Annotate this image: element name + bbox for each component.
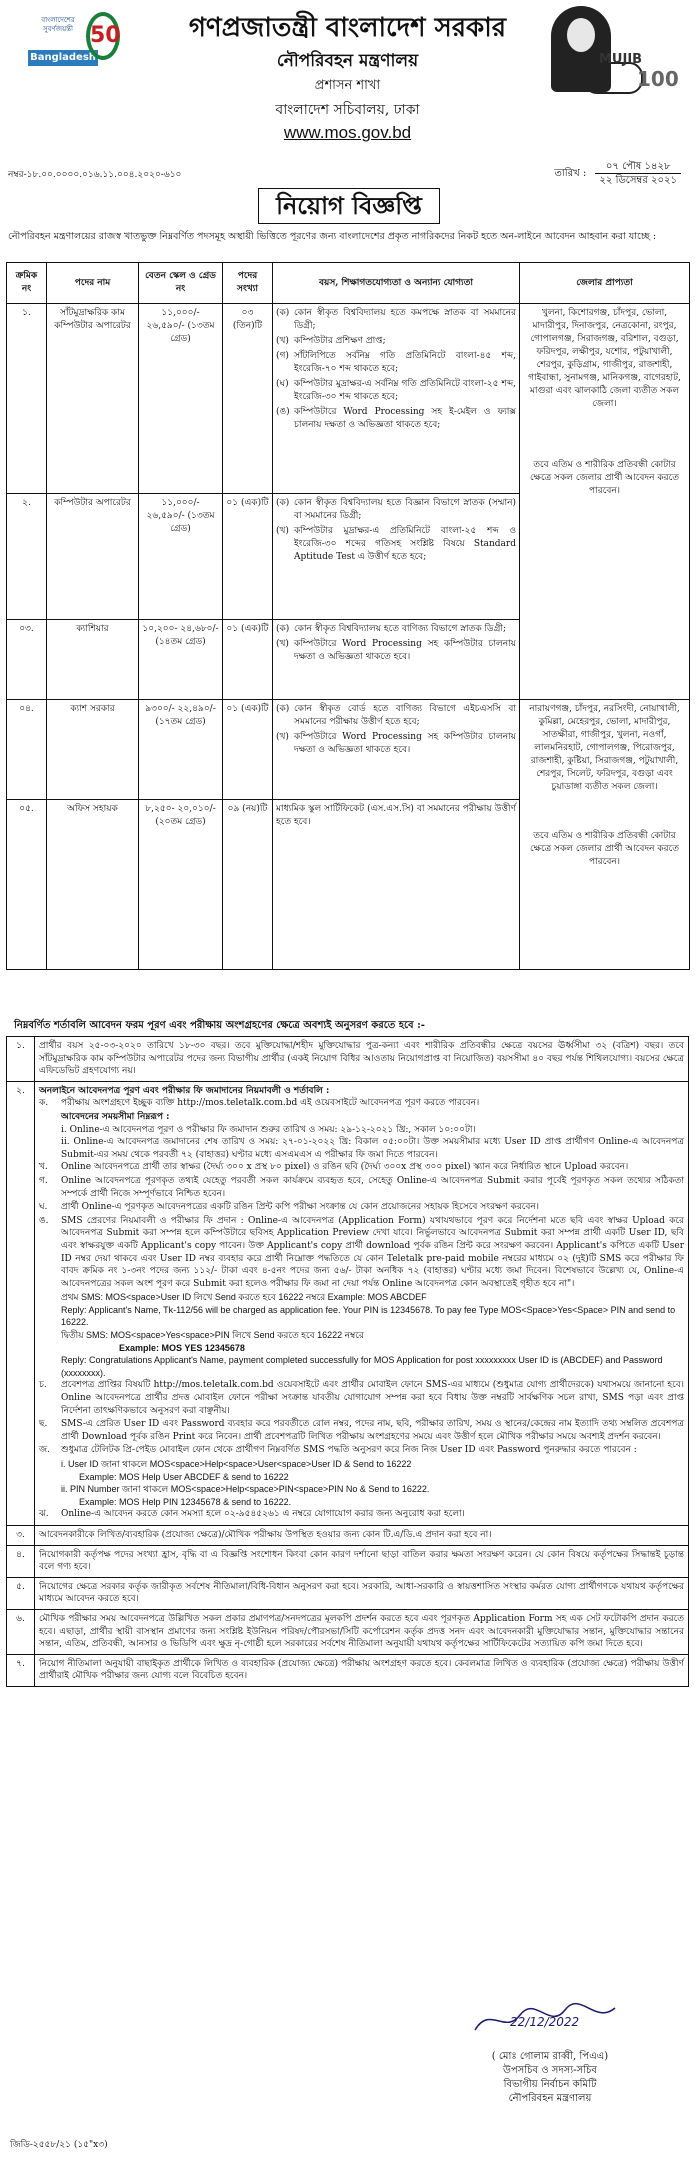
sms-fee-instruction: SMS প্রেরণের নিয়মাবলী ও পরীক্ষার ফি প্রদান : Online-এ আবেদনপত্র (Application Form) যথাযথভাবে পূরণ করে নির্দেশনা মতে ছবি এবং স্বাক্ষর Upload করে আবেদনপত্র Submit করা সম্পন্ন হলে কম্পিউটারে ছবিসহ Application Preview দেখা যাবে। নির্ভুলভাবে আবেদনপত্র Submit করা সম্পন্ন প্রার্থী একটি User ID, ছবি এবং স্বাক্ষরযুক্ত একটি Applicant's copy পাবেন। উক্ত Applicant's copy প্রার্থী download পূর্বক রঙিন প্রিন্ট করে সংরক্ষণ করবেন। Applicant's কপিতে একটি User ID নম্বর দেয়া থাকবে এবং User ID নম্বর ব্যবহার করে প্রার্থী নিম্নোক্ত পদ্ধতিতে যে কোন Teletalk pre-paid mobile নম্বরের মাধ্যমে ০২ (দুই)টি SMS করে পরীক্ষার ফি বাবদ ক্রমিক নং ১-৩নং পদের জন্য ১১২/- টাকা এবং ৪-৫নং পদের জন্য ৫৬/- টাকা অনধিক ৭২ (বাহাত্তর) ঘণ্টার মধ্যে জমা দিবেন। বিশেষভাবে উল্লেখ্য যে, Online-এ আবেদনপত্রের সকল অংশ পূরণ করে Submit করা হলেও পরীক্ষার ফি জমা না দেয়া পর্যন্ত Online আবেদনপত্র কোন অবস্থাতেই গৃহীত হবে না"। bbox=[61, 1215, 684, 1289]
logo-number: 50 bbox=[86, 12, 120, 60]
condition-row bbox=[7, 1037, 689, 1082]
row-count: ০১ (এক)টি bbox=[223, 700, 273, 800]
row-serial: ১. bbox=[7, 304, 47, 494]
sms-reply-first: Reply: Applicant's Name, Tk-112/56 will be charged as application fee. Your PIN is 12345678. To pay fee Type MOS<Space>Yes<Space> PIN and send to 16222. bbox=[61, 1304, 676, 1328]
schedule-end: ii. Online-এ আবেদনপত্র জমাদানের শেষ তারিখ ও সময়: ২৭-০১-২০২২ খ্রি: বিকাল ০৫:০০টা। উক্ত সময়সীমার মধ্যে User ID প্রাপ্ত প্রার্থীগণ Online-এ আবেদনপত্র Submit-এর সময় থেকে পরবর্তী ৭২ (বাহাত্তর) ঘণ্টার মধ্যে এসএমএস এ পরীক্ষার ফি জমা দিতে পারবেন। bbox=[61, 1137, 684, 1160]
condition-text: নিয়োগ নীতিমালা অনুযায়ী বাছাইকৃত প্রার্থীকে লিখিত ও ব্যবহারিক (প্রযোজ্য ক্ষেত্রে) পরীক্ষায় অংশগ্রহণ করতে হবে। কেবলমাত্র লিখিত ও ব্যবহারিক (প্রযোজ্য ক্ষেত্রে) পরীক্ষায় উত্তীর্ণ প্রার্থীরাই মৌখিক পরীক্ষার জন্য যোগ্য বলে বিবেচিত হবেন। bbox=[35, 1654, 689, 1686]
condition-row bbox=[7, 1654, 689, 1686]
date-bangla: ০৭ পৌষ ১৪২৮ bbox=[595, 160, 681, 174]
condition-serial: ২. bbox=[7, 1081, 35, 1525]
verify-instruction: Online আবেদনপত্রে পূরণকৃত তথ্যই যেহেতু পরবর্তী সকল কার্যক্রমে ব্যবহৃত হবে, সেহেতু Online-এ আবেদনপত্র Submit করার পূর্বেই পূরণকৃত সকল তথ্যের সঠিকতা সম্পর্কে প্রার্থী নিজে সম্পূর্ণভাবে নিশ্চিত হবেন। bbox=[61, 1175, 684, 1199]
recovery-pin: ii. PIN Number জানা থাকলে MOS<space>Help<space>PIN<space>PIN No & Send to 16222. bbox=[61, 1484, 430, 1495]
district-note-b: তবে এতিম ও শারীরিক প্রতিবন্ধী কোটার ক্ষেত্রে সকল জেলার প্রার্থী আবেদন করতে পারবেন। bbox=[530, 831, 679, 867]
district-list-a: খুলনা, কিশোরগঞ্জ, চাঁদপুর, ভোলা, মাদারীপুর, দিনাজপুর, নেত্রকোনা, রংপুর, গোপালগঞ্জ, সিরাজগঞ্জ, বরিশাল, বগুড়া, ফরিদপুর, লক্ষীপুর, যশোর, পটুয়াখালী, শেরপুর, কুড়িগ্রাম, গাজীপুর, রাজশাহী, গাইবান্ধা, সুনামগঞ্জ, মানিকগঞ্জ, বাগেরহাট, মাগুরা এবং ঝালকাঠি জেলা ব্যতীত সকল জেলা। bbox=[528, 308, 681, 409]
condition-serial: ৩. bbox=[7, 1525, 35, 1545]
print-instruction: প্রার্থী Online-এ পূরণকৃত আবেদনপত্রের একটি রঙিন প্রিন্ট কপি পরীক্ষা সংক্রান্ত যে কোন প্রয়োজনের সহায়ক হিসেবে সংরক্ষণ করবেন। bbox=[61, 1202, 540, 1213]
row-qualifications: (ক) কোন স্বীকৃত বিশ্ববিদ্যালয় হতে বিজ্ঞান বিভাগে স্নাতক (সম্মান) বা সমমানের ডিগ্রী; (খ) কম্পিউটার মুদ্রাক্ষর-এ প্রতিমিনিটে বাংলা-২৫ শব্দ ও ইংরেজি-৩০ শব্দের গতিসহ সংশ্লিষ্ট বিষয়ে Standard Aptitude Test এ উত্তীর্ণ হতে হবে; bbox=[273, 494, 520, 620]
government-title: গণপ্রজাতন্ত্রী বাংলাদেশ সরকার bbox=[188, 13, 507, 43]
recovery-pin-example: Example: MOS Help PIN 12345678 & send to 16222. bbox=[79, 1496, 292, 1507]
condition-serial: ৪. bbox=[7, 1545, 35, 1577]
row-qualifications: (ক) কোন স্বীকৃত বোর্ড হতে বাণিজ্য বিভাগে এইচএসসি বা সমমানের পরীক্ষায় উত্তীর্ণ হতে হবে; (খ) কম্পিউটারে Word Processing সহ কম্পিউটার চালনায় দক্ষতা ও অভিজ্ঞতা থাকতে হবে। bbox=[273, 700, 520, 800]
signatory-committee: বিভাগীয় নির্বাচন কমিটি bbox=[503, 2079, 597, 2090]
row-count: ০১ (এক)টি bbox=[223, 494, 273, 620]
apply-website-text: পরীক্ষায় অংশগ্রহণে ইচ্ছুক ব্যক্তি http://mos.teletalk.com.bd এই ওয়েবসাইটে আবেদনপত্র পূরণ করতে পারবেন। bbox=[61, 1098, 480, 1109]
logo-100-text: 100 bbox=[637, 67, 679, 91]
col-district: জেলার প্রাপ্যতা bbox=[520, 263, 690, 304]
row-scale: ১১,০০০/- ২৬,৫৯০/- (১৩তম গ্রেড) bbox=[139, 494, 223, 620]
website-link[interactable]: www.mos.gov.bd bbox=[283, 123, 412, 142]
row-scale: ১১,০০০/- ২৬,৫৯০/- (১৩তম গ্রেড) bbox=[139, 304, 223, 494]
sms-second: দ্বিতীয় SMS: MOS<space>Yes<space>PIN লিখে Send করতে হবে 16222 নম্বরে bbox=[61, 1330, 364, 1341]
sms-reply-second: Reply: Congratulations Applicant's Name, payment completed successfully for MOS Application for post xxxxxxxxx User ID is (ABCDEF) and Password (xxxxxxxx). bbox=[61, 1355, 663, 1378]
branch-name: প্রশাসন শাখা bbox=[314, 78, 381, 93]
condition-serial: ১. bbox=[7, 1037, 35, 1082]
recovery-userid-example: Example: MOS Help User ABCDEF & send to 16222 bbox=[79, 1471, 289, 1482]
helpline-text: Online-এ আবেদন করতে কোন সমস্যা হলে ০২-৯৫৪৫২৬১ এ নম্বরে যোগাযোগ করার জন্য অনুরোধ করা হলো। bbox=[61, 1509, 465, 1520]
row-serial: ০৫. bbox=[7, 800, 47, 970]
schedule-start: i. Online-এ আবেদনপত্র পূরণ ও পরীক্ষার ফি জমাদান শুরুর তারিখ ও সময়: ২৯-১২-২০২১ খ্রি:, সকাল ১০:০০টা। bbox=[61, 1124, 476, 1135]
row-count: ০৯ (নয়)টি bbox=[223, 800, 273, 970]
condition-text: প্রার্থীর বয়স ২৫-০৩-২০২০ তারিখে ১৮-৩০ বছর। তবে মুক্তিযোদ্ধা/শহীদ মুক্তিযোদ্ধার পুত্র-কন্যা এবং শারীরিক প্রতিবন্ধীর ক্ষেত্রে বয়সের ঊর্ধ্বসীমা ৩২ (বত্রিশ) বছর। তবে সাঁটমুদ্রাক্ষরিক কাম কম্পিউটার অপারেটর পদের জন্য বিভাগীয় প্রার্থীর (একই নিয়োগ বিধির আওতায় নিয়োগপ্রাপ্ত বা নিয়োজিত) বয়সসীমা ৪০ বছর পর্যন্ত শিথিলযোগ্য। বয়সের ক্ষেত্রে এফিডেভিট গ্রহণযোগ্য নয়। bbox=[35, 1037, 689, 1082]
schedule-heading: আবেদনের সময়সীমা নিম্নরূপ : bbox=[61, 1111, 170, 1122]
memo-number: নম্বর-১৮.০০.০০০০.০১৬.১১.০০৪.২০২০-৬১০ bbox=[8, 170, 182, 180]
row-post: ক্যাশ সরকার bbox=[47, 700, 139, 800]
sms-example: Example: MOS YES 12345678 bbox=[119, 1342, 245, 1353]
address: বাংলাদেশ সচিবালয়, ঢাকা bbox=[275, 102, 420, 118]
signature-scribble bbox=[470, 2000, 620, 2040]
row-serial: ০৩. bbox=[7, 620, 47, 700]
ministry-name: নৌপরিবহন মন্ত্রণালয় bbox=[276, 51, 419, 71]
condition-serial: ৭. bbox=[7, 1654, 35, 1686]
issue-date bbox=[554, 160, 681, 187]
intro-text: নৌপরিবহন মন্ত্রণালয়ের রাজস্ব খাতভুক্ত নিম্নবর্ণিত পদসমূহ অস্থায়ী ভিত্তিতে পূরণের জন্য বাংলাদেশের প্রকৃত নাগরিকদের নিকট হতে অন-লাইনে আবেদন আহবান করা যাচ্ছে : bbox=[8, 231, 657, 242]
condition-serial: ৬. bbox=[7, 1609, 35, 1654]
download-admit-instruction: SMS-এ প্রেরিত User ID এবং Password ব্যবহার করে পরবর্তীতে রোল নম্বর, পদের নাম, ছবি, পরীক্ষার তারিখ, সময় ও স্থানের/কেন্দ্রের নাম ইত্যাদি তথ্য সম্বলিত প্রবেশপত্র প্রার্থী Download পূর্বক রঙিন Print করে নিবেন। প্রার্থী প্রবেশপত্রটি লিখিত পরীক্ষায় অংশগ্রহণের সময়ে এবং উত্তীর্ণ হলে মৌখিক পরীক্ষার সময়ে অবশ্যই প্রদর্শন করবেন। bbox=[61, 1419, 684, 1442]
col-qualification: বয়স, শিক্ষাগতযোগ্যতা ও অন্যান্য যোগ্যতা bbox=[273, 263, 520, 304]
row-scale: ৯৩০০/- ২২,৪৯০/- (১৭তম গ্রেড) bbox=[139, 700, 223, 800]
table-row bbox=[7, 304, 690, 494]
district-list-b: নারায়ণগঞ্জ, চাঁদপুর, নরসিংদী, নোয়াখালী, কুমিল্লা, মেহেরপুর, ভোলা, মাদারীপুর, সাতক্ষীরা, গাজীপুর, খুলনা, নওগাঁ, লালমনিরহাট, গোপালগঞ্জ, পিরোজপুর, রাজশাহী, কুষ্টিয়া, সিরাজগঞ্জ, পটুয়াখালী, শেরপুর, সিলেট, ফরিদপুর, বগুড়া এবং চুয়াডাঙ্গা ব্যতীত সকল জেলা। bbox=[529, 704, 680, 792]
col-scale: বেতন স্কেল ও গ্রেড নং bbox=[139, 263, 223, 304]
condition-text: মৌখিক পরীক্ষার সময় আবেদনপত্রে উল্লিখিত সকল প্রকার প্রমাণপত্র/সনদপত্রের মূলকপি প্রদর্শন করতে হবে এবং পূরণকৃত Application Form সহ এক সেট ফটোকপি প্রদান করতে হবে। এছাড়া, প্রার্থীর স্থায়ী বাসস্থান প্রমাণের জন্য সংশ্লিষ্ট ইউনিয়ন পরিষদ/পৌরসভা/সিটি কর্পোরেশন কর্তৃক প্রদত্ত সনদ এবং আবেদনকারী মুক্তিযোদ্ধার সন্তান, মুক্তিযোদ্ধার সন্তানের সন্তান, এতিম, প্রতিবন্ধী, আনসার ও ভিডিপি এবং ক্ষুদ্র নৃ-গোষ্ঠী হলে সরকারের সর্বশেষ নীতিমালা অনুযায়ী যথাযথ কর্তৃপক্ষের সার্টিফিকেটের সত্যায়িত কপি জমা দিতে হবে। bbox=[35, 1609, 689, 1654]
condition-row bbox=[7, 1577, 689, 1609]
row-post: ক্যাশিয়ার bbox=[47, 620, 139, 700]
signatory-name: ( মোঃ গোলাম রাব্বী, পিএএ) bbox=[491, 2051, 609, 2062]
row-post: অফিস সহায়ক bbox=[47, 800, 139, 970]
district-note-a: তবে এতিম ও শারীরিক প্রতিবন্ধী কোটার ক্ষেত্রে সকল জেলার প্রার্থী আবেদন করতে পারবেন। bbox=[530, 460, 679, 496]
date-label: তারিখ : bbox=[554, 168, 587, 179]
condition-text: নিয়োগের ক্ষেত্রে সরকার কর্তৃক জারীকৃত সর্বশেষ নীতিমালা/বিধি-বিধান অনুসরণ করা হবে। সরকারি, আধা-সরকারি ও স্বায়ত্তশাসিত সংস্থার কর্মরত যোগ্য প্রার্থীগণকে যথাযথ কর্তৃপক্ষের মাধ্যমে আবেদন করতে হবে। bbox=[35, 1577, 689, 1609]
district-availability-b bbox=[520, 700, 690, 970]
row-count: ০৩ (তিন)টি bbox=[223, 304, 273, 494]
row-post: কম্পিউটার অপারেটর bbox=[47, 494, 139, 620]
signatory-ministry: নৌপরিবহন মন্ত্রণালয় bbox=[508, 2093, 592, 2104]
col-post: পদের নাম bbox=[47, 263, 139, 304]
col-serial: ক্রমিক নং bbox=[7, 263, 47, 304]
row-qualifications: (ক) কোন স্বীকৃত বিশ্ববিদ্যালয় হতে বাণিজ্য বিভাগে স্নাতক ডিগ্রী; (খ) কম্পিউটারে Word Processing সহ কম্পিউটার চালনায় দক্ষতা ও অভিজ্ঞতা থাকতে হবে। bbox=[273, 620, 520, 700]
logo-mujib-text: MUJIB bbox=[599, 52, 643, 67]
condition-row bbox=[7, 1525, 689, 1545]
row-serial: ০৪. bbox=[7, 700, 47, 800]
district-availability-a bbox=[520, 304, 690, 700]
table-header-row bbox=[7, 263, 690, 304]
condition-text: আবেদনকারীকে লিখিত/ব্যবহারিক (প্রযোজ্য ক্ষেত্রে)/মৌখিক পরীক্ষায় উপস্থিত হওয়ার জন্য কোন টি.এ/ডি.এ প্রদান করা হবে না। bbox=[35, 1525, 689, 1545]
condition-serial: ৫. bbox=[7, 1577, 35, 1609]
row-qualifications: (ক) কোন স্বীকৃত বিশ্ববিদ্যালয় হতে কমপক্ষে স্নাতক বা সমমানের ডিগ্রী; (খ) কম্পিউটার প্রশিক্ষণ প্রাপ্ত; (গ) সাঁটলিপিতে সর্বনিম্ন গতি প্রতিমিনিটে বাংলা-৪৫ শব্দ, ইংরেজি-৭০ শব্দ থাকতে হবে; (ঘ) কম্পিউটার মুদ্রাক্ষর-এ সর্বনিম্ন গতি প্রতিমিনিটে বাংলা-২৫ শব্দ, ইংরেজি-৩০ শব্দ থাকতে হবে; (ঙ) কম্পিউটারে Word Processing সহ ই-মেইল ও ফ্যাক্স চালনায় দক্ষতা ও অভিজ্ঞতা থাকতে হবে; bbox=[273, 304, 520, 494]
condition-text: নিয়োগকারী কর্তৃপক্ষ পদের সংখ্যা হ্রাস, বৃদ্ধি বা এ বিজ্ঞপ্তি সংশোধন কিংবা কোন কারণ দর্শানো ছাড়া বাতিল করার ক্ষমতা সংরক্ষণ করেন। যে কোন বিষয়ে কর্তৃপক্ষের সিদ্ধান্তই চূড়ান্ত বলে গণ্য হবে। bbox=[35, 1545, 689, 1577]
mujib-centenary-logo bbox=[537, 6, 677, 96]
date-english: ২২ ডিসেম্বর ২০২১ bbox=[599, 175, 677, 186]
upload-instruction: Online আবেদনপত্রে প্রার্থী তার স্বাক্ষর (দৈর্ঘ্য ৩০০ x প্রস্থ ৮০ pixel) ও রঙিন ছবি (দৈর্ঘ্য ৩০০x প্রস্থ ৩০০ pixel) স্ক্যান করে নির্ধারিত স্থানে Upload করবেন। bbox=[61, 1162, 629, 1173]
signature-date: 22/12/2022 bbox=[510, 2015, 580, 2029]
logo-text: Bangladesh bbox=[28, 50, 98, 66]
sms-first: প্রথম SMS: MOS<space>User ID লিখে Send করতে হবে 16222 নম্বরে Example: MOS ABCDEF bbox=[61, 1292, 427, 1303]
logo-tag: বাংলাদেশের সুবর্ণজয়ন্তী bbox=[41, 16, 75, 34]
recovery-userid: i. User ID জানা থাকলে MOS<space>Help<space>User<space>User ID & Send to 16222 bbox=[61, 1459, 412, 1469]
table-row bbox=[7, 700, 690, 800]
row-post: সাঁটমুদ্রাক্ষরিক কাম কম্পিউটার অপারেটর bbox=[47, 304, 139, 494]
condition-row bbox=[7, 1545, 689, 1577]
conditions-table bbox=[6, 1036, 689, 1687]
row-scale: ১০,২০০- ২৪,৬৮০/- (১৪তম গ্রেড) bbox=[139, 620, 223, 700]
condition-subheading: অনলাইনে আবেদনপত্র পূরণ এবং পরীক্ষার ফি জমাদানের নিয়মাবলী ও শর্তাবলি : bbox=[39, 1085, 330, 1096]
footer-code: জিডি-২৫৫৮/২১ (১৫"x৩) bbox=[10, 2140, 108, 2150]
posts-table bbox=[6, 262, 690, 970]
condition-online-application: অনলাইনে আবেদনপত্র পূরণ এবং পরীক্ষার ফি জমাদানের নিয়মাবলী ও শর্তাবলি : ক. পরীক্ষায় অংশগ্রহণে ইচ্ছুক ব্যক্তি http://mos.teletalk.com.bd এই ওয়েবসাইটে আবেদনপত্র পূরণ করতে পারবেন। আবেদনের সময়সীমা নিম্নরূপ : i. Online-এ আবেদনপত্র পূরণ ও পরীক্ষার ফি জমাদান শুরুর তারিখ ও সময়: ২৯-১২-২০২১ খ্রি:, সকাল ১০:০০টা। ii. Online-এ আবেদনপত্র জমাদানের শেষ তারিখ ও সময়: ২৭-০১-২০২২ খ্রি: বিকাল ০৫:০০টা। উক্ত সময়সীমার মধ্যে User ID প্রাপ্ত প্রার্থীগণ Online-এ আবেদনপত্র Submit-এর সময় থেকে পরবর্তী ৭২ (বাহাত্তর) ঘণ্টার মধ্যে এসএমএস এ পরীক্ষার ফি জমা দিতে পারবেন। খ. Online আবেদনপত্রে প্রার্থী তার স্বাক্ষর (দৈর্ঘ্য ৩০০ x প্রস্থ ৮০ pixel) ও রঙিন ছবি (দৈর্ঘ্য ৩০০x প্রস্থ ৩০০ pixel) স্ক্যান করে নির্ধারিত স্থানে Upload করবেন। গ. Online আবেদনপত্রে পূরণকৃত তথ্যই যেহেতু পরবর্তী সকল কার্যক্রমে ব্যবহৃত হবে, সেহেতু Online-এ আবেদনপত্র Submit করার পূর্বেই পূরণকৃত সকল তথ্যের সঠিকতা সম্পর্কে প্রার্থী নিজে সম্পূর্ণভাবে নিশ্চিত হবেন। ঘ. প্রার্থী Online-এ পূরণকৃত আবেদনপত্রের একটি রঙিন প্রিন্ট কপি পরীক্ষা সংক্রান্ত যে কোন প্রয়োজনের সহায়ক হিসেবে সংরক্ষণ করবেন। ঙ. SMS প্রেরণের নিয়মাবলী ও পরীক্ষার ফি প্রদান : Online-এ আবেদনপত্র (Application Form) যথাযথভাবে পূরণ করে নির্দেশনা মতে ছবি এবং স্বাক্ষর Upload করে আবেদনপত্র Submit করা সম্পন্ন হলে কম্পিউটারে ছবিসহ Application Preview দেখা যাবে। নির্ভুলভাবে আবেদনপত্র Submit করা সম্পন্ন প্রার্থী একটি User ID, ছবি এবং স্বাক্ষরযুক্ত একটি Applicant's copy পাবেন। উক্ত Applicant's copy প্রার্থী download পূর্বক রঙিন প্রিন্ট করে সংরক্ষণ করবেন। Applicant's কপিতে একটি User ID নম্বর দেয়া থাকবে এবং User ID নম্বর ব্যবহার করে প্রার্থী নিম্নোক্ত পদ্ধতিতে যে কোন Teletalk pre-paid mobile নম্বরের মাধ্যমে ০২ (দুই)টি SMS করে পরীক্ষার ফি বাবদ ক্রমিক নং ১-৩নং পদের জন্য ১১২/- টাকা এবং ৪-৫নং পদের জন্য ৫৬/- টাকা অনধিক ৭২ (বাহাত্তর) ঘণ্টার মধ্যে জমা দিবেন। বিশেষভাবে উল্লেখ্য যে, Online-এ আবেদনপত্রের সকল অংশ পূরণ করে Submit করা হলেও পরীক্ষার ফি জমা না দেয়া পর্যন্ত Online আবেদনপত্র কোন অবস্থাতেই গৃহীত হবে না"। প্রথম SMS: MOS<space>User ID লিখে Send করতে হবে 16222 নম্বরে Example: MOS ABCDEF Reply: Applicant's Name, Tk-112/56 will be charged as application fee. Your PIN is 12345678. To pay fee Type MOS<Space>Yes<Space> PIN and send to 16222. দ্বিতীয় SMS: MOS<space>Yes<space>PIN লিখে Send করতে হবে 16222 নম্বরে Example: MOS YES 12345678 Reply: Congratulations Applicant's Name, payment completed successfully for MOS Application for post xxxxxxxxx User ID is (ABCDEF) and Password (xxxxxxxx). চ. প্রবেশপত্র প্রাপ্তির বিষয়টি http://mos.teletalk.com.bd ওয়েবসাইটে এবং প্রার্থীর মোবাইল ফোনে SMS-এর মাধ্যমে (শুধুমাত্র যোগ্য প্রার্থীদেরকে) যথাসময়ে জানানো হবে। Online আবেদনপত্রে প্রার্থীর প্রদত্ত মোবাইল ফোনে পরীক্ষা সংক্রান্ত যাবতীয় যোগাযোগ সম্পন্ন করা হবে বিধায় উক্ত নম্বরটি সার্বক্ষণিক সচল রাখা, SMS পড়া এবং প্রাপ্ত নির্দেশনা তাৎক্ষণিকভাবে অনুসরণ করা বাঞ্ছনীয়। ছ. SMS-এ প্রেরিত User ID এবং Password ব্যবহার করে পরবর্তীতে রোল নম্বর, পদের নাম, ছবি, পরীক্ষার তারিখ, সময় ও স্থানের/কেন্দ্রের নাম ইত্যাদি তথ্য সম্বলিত প্রবেশপত্র প্রার্থী Download পূর্বক রঙিন Print করে নিবেন। প্রার্থী প্রবেশপত্রটি লিখিত পরীক্ষায় অংশগ্রহণের সময়ে এবং উত্তীর্ণ হলে মৌখিক পরীক্ষার সময়ে অবশ্যই প্রদর্শন করবেন। জ. শুধুমাত্র টেলিটক প্রি-পেইড মোবাইল ফোন থেকে প্রার্থীগণ নিম্নবর্ণিত SMS পদ্ধতি অনুসরণ করে নিজ নিজ User ID এবং Password পুনরুদ্ধার করতে পারবেন : i. User ID জানা থাকলে MOS<space>Help<space>User<space>User ID & Send to 16222 Example: MOS Help User ABCDEF & send to 16222 ii. PIN Number জানা থাকলে MOS<space>Help<space>PIN<space>PIN No & Send to 16222. Example: MOS Help PIN 12345678 & send to 16222. ঝ. Online-এ আবেদন করতে কোন সমস্যা হলে ০২-৯৫৪৫২৬১ এ নম্বরে যোগাযোগ করার জন্য অনুরোধ করা হলো। bbox=[35, 1081, 689, 1525]
row-count: ০১ (এক)টি bbox=[223, 620, 273, 700]
condition-row bbox=[7, 1081, 689, 1525]
signature-block bbox=[420, 2050, 680, 2106]
signatory-designation: উপসচিব ও সদস্য-সচিব bbox=[503, 2065, 597, 2076]
password-recovery-instruction: শুধুমাত্র টেলিটক প্রি-পেইড মোবাইল ফোন থেকে প্রার্থীগণ নিম্নবর্ণিত SMS পদ্ধতি অনুসরণ করে নিজ নিজ User ID এবং Password পুনরুদ্ধার করতে পারবেন : bbox=[61, 1445, 637, 1456]
condition-row bbox=[7, 1609, 689, 1654]
row-qualifications: মাধ্যমিক স্কুল সার্টিফিকেট (এস.এস.সি) বা সমমানের পরীক্ষায় উত্তীর্ণ হতে হবে। bbox=[273, 800, 520, 970]
admit-card-instruction: প্রবেশপত্র প্রাপ্তির বিষয়টি http://mos.teletalk.com.bd ওয়েবসাইটে এবং প্রার্থীর মোবাইল ফোনে SMS-এর মাধ্যমে (শুধুমাত্র যোগ্য প্রার্থীদেরকে) যথাসময়ে জানানো হবে। Online আবেদনপত্রে প্রার্থীর প্রদত্ত মোবাইল ফোনে পরীক্ষা সংক্রান্ত যাবতীয় যোগাযোগ সম্পন্ন করা হবে বিধায় উক্ত নম্বরটি সার্বক্ষণিক সচল রাখা, SMS পড়া এবং প্রাপ্ত নির্দেশনা তাৎক্ষণিকভাবে অনুসরণ করা বাঞ্ছনীয়। bbox=[61, 1380, 684, 1416]
notice-title: নিয়োগ বিজ্ঞপ্তি bbox=[258, 188, 440, 224]
col-count: পদের সংখ্যা bbox=[223, 263, 273, 304]
row-serial: ২. bbox=[7, 494, 47, 620]
conditions-heading: নিম্নবর্ণিত শর্তাবলি আবেদন ফরম পূরণ এবং পরীক্ষায় অংশগ্রহণের ক্ষেত্রে অবশ্যই অনুসরণ করতে হবে :- bbox=[14, 1020, 425, 1031]
row-scale: ৮,২৫০- ২০,০১০/- (২০তম গ্রেড) bbox=[139, 800, 223, 970]
